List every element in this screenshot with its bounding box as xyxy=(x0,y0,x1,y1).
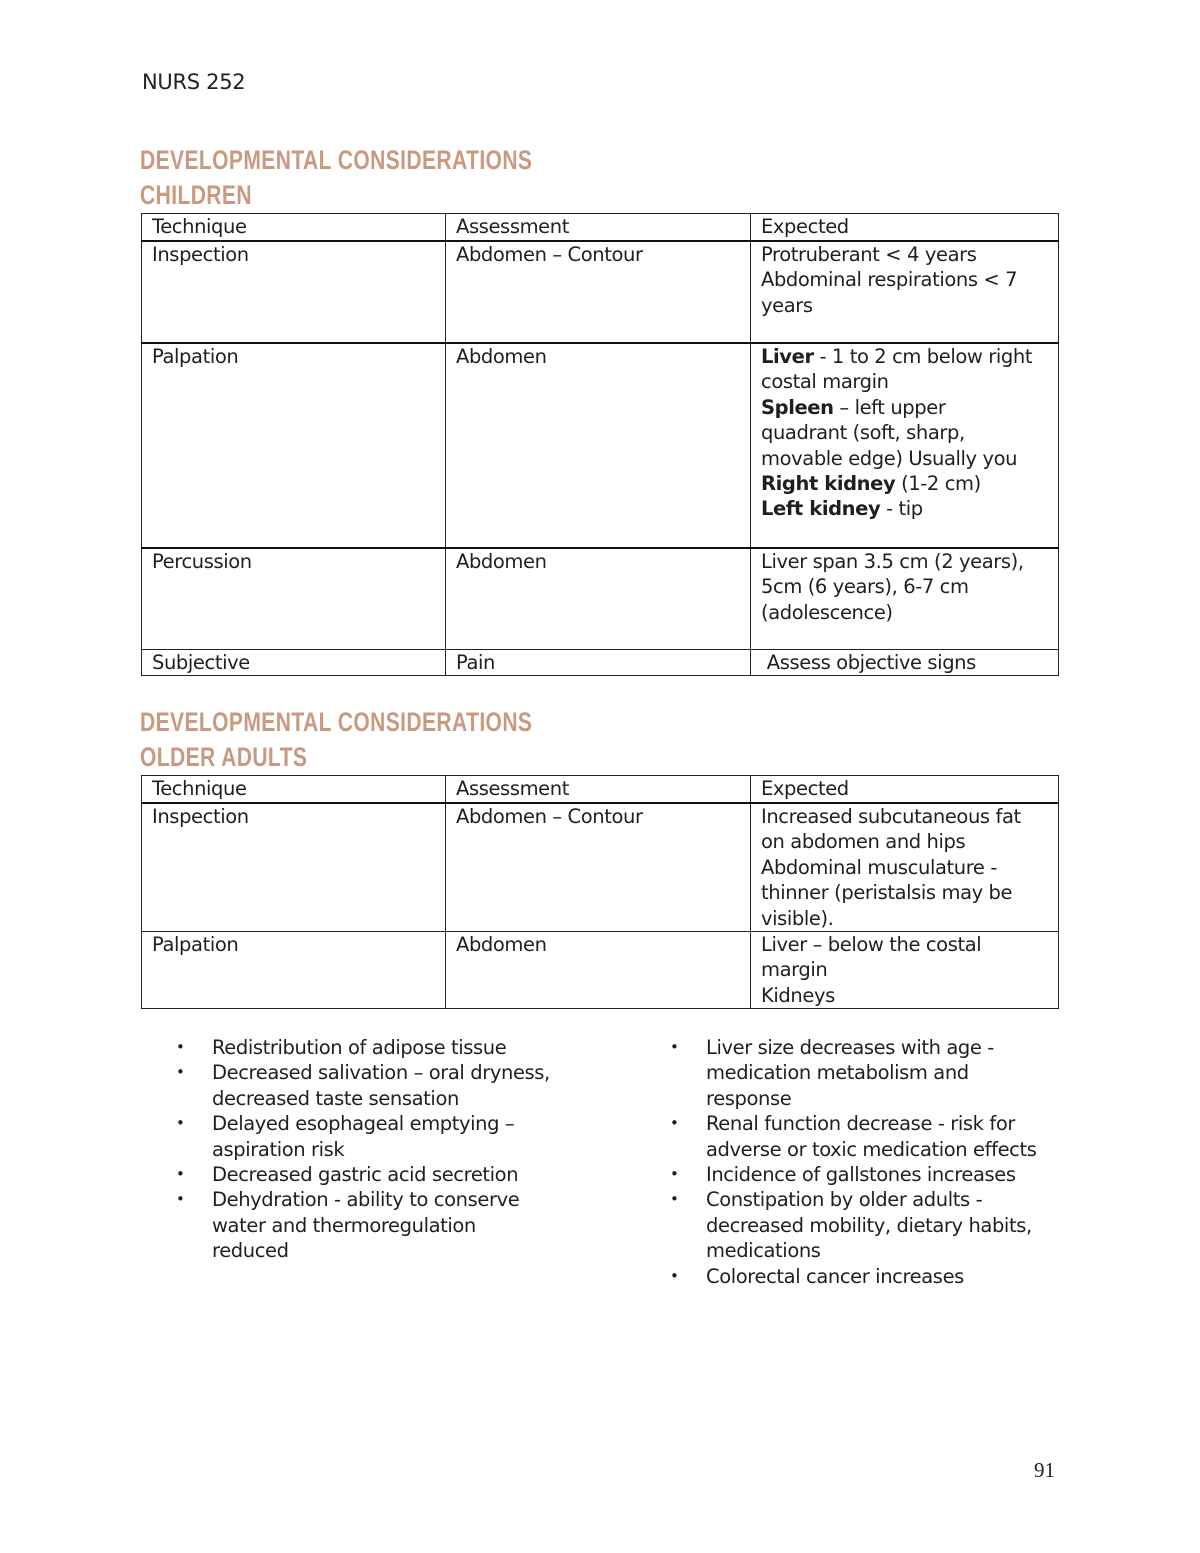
expected-line: Abdominal respirations < 7 xyxy=(761,268,1018,292)
list-item xyxy=(670,1162,1070,1187)
left-kidney-label: Left kidney xyxy=(761,497,881,521)
list-item xyxy=(176,1060,576,1111)
expected-line: margin xyxy=(761,958,828,982)
children-table xyxy=(141,213,1059,676)
column-header: Expected xyxy=(751,776,1059,804)
expected-line: costal margin xyxy=(761,370,889,394)
spleen-label: Spleen xyxy=(761,395,834,419)
list-item-line: • Dehydration - ability to conserve xyxy=(212,1188,520,1212)
list-item-line: adverse or toxic medication effects xyxy=(706,1137,1037,1161)
list-item-line: water and thermoregulation xyxy=(212,1213,476,1237)
expected-line xyxy=(761,344,1050,369)
older-adults-table xyxy=(141,775,1059,1009)
section-subtitle-line: OLDER ADULTS xyxy=(140,742,308,772)
list-item-line: • Renal function decrease - risk for xyxy=(706,1112,1015,1136)
list-item-line: • Constipation by older adults - xyxy=(706,1188,983,1212)
right-kidney-text: (1-2 cm) xyxy=(895,472,981,496)
expected-line: movable edge) Usually you xyxy=(761,446,1018,470)
list-item-line: • Delayed esophageal emptying – xyxy=(212,1112,515,1136)
assessment-cell: Abdomen xyxy=(446,548,751,650)
page-number: 91 xyxy=(1034,1458,1055,1482)
list-item xyxy=(670,1187,1070,1263)
liver-text: - 1 to 2 cm below right xyxy=(813,345,1033,368)
list-item-line: • Decreased gastric acid secretion xyxy=(212,1163,519,1187)
expected-line: Increased subcutaneous fat xyxy=(761,805,1021,828)
expected-line: (adolescence) xyxy=(761,600,893,624)
list-item-line: • Liver size decreases with age - xyxy=(706,1036,994,1059)
table-row xyxy=(142,548,1059,650)
list-item-line: decreased mobility, dietary habits, xyxy=(706,1213,1032,1237)
expected-cell xyxy=(751,241,1059,343)
table-row xyxy=(142,343,1059,548)
technique-cell: Palpation xyxy=(142,932,446,1009)
bullet-list-right xyxy=(670,1035,1070,1289)
list-item xyxy=(176,1111,576,1162)
table-row xyxy=(142,803,1059,932)
list-item-line: reduced xyxy=(212,1239,289,1263)
list-item-line: • Decreased salivation – oral dryness, xyxy=(212,1061,550,1085)
list-item xyxy=(670,1035,1070,1111)
left-kidney-text: - tip xyxy=(880,497,923,521)
column-header: Assessment xyxy=(446,214,751,242)
list-item-line: • Incidence of gallstones increases xyxy=(706,1163,1016,1187)
table-header-row xyxy=(142,214,1059,242)
expected-line xyxy=(761,471,1050,496)
table-header-row xyxy=(142,776,1059,804)
assessment-cell: Pain xyxy=(446,650,751,676)
technique-cell: Inspection xyxy=(142,803,446,932)
expected-line: visible). xyxy=(761,906,834,930)
expected-line: 5cm (6 years), 6-7 cm xyxy=(761,575,969,599)
table-row xyxy=(142,650,1059,676)
expected-line xyxy=(761,496,1050,521)
list-item xyxy=(176,1035,576,1060)
expected-cell xyxy=(751,932,1059,1009)
course-header: NURS 252 xyxy=(142,70,246,94)
section-title-line: DEVELOPMENTAL CONSIDERATIONS xyxy=(140,145,533,175)
column-header: Technique xyxy=(142,776,446,804)
assessment-cell: Abdomen xyxy=(446,343,751,548)
expected-cell xyxy=(751,343,1059,548)
column-header: Expected xyxy=(751,214,1059,242)
list-item xyxy=(670,1264,1070,1289)
list-item-line: decreased taste sensation xyxy=(212,1086,459,1110)
expected-line: Liver span 3.5 cm (2 years), xyxy=(761,550,1024,573)
expected-line: thinner (peristalsis may be xyxy=(761,881,1013,905)
expected-cell xyxy=(751,803,1059,932)
section-subtitle-line: CHILDREN xyxy=(140,180,252,210)
expected-line xyxy=(761,395,1050,420)
expected-line: Abdominal musculature - xyxy=(761,855,997,879)
expected-cell: Assess objective signs xyxy=(751,650,1059,676)
assessment-cell: Abdomen – Contour xyxy=(446,803,751,932)
list-item xyxy=(670,1111,1070,1162)
technique-cell: Inspection xyxy=(142,241,446,343)
expected-cell xyxy=(751,548,1059,650)
expected-line: years xyxy=(761,293,813,317)
technique-cell: Subjective xyxy=(142,650,446,676)
list-item-line: aspiration risk xyxy=(212,1137,345,1161)
technique-cell: Palpation xyxy=(142,343,446,548)
expected-line: Liver – below the costal xyxy=(761,933,982,957)
column-header: Assessment xyxy=(446,776,751,804)
list-item-line: • Colorectal cancer increases xyxy=(706,1264,964,1288)
liver-label: Liver xyxy=(761,345,814,368)
assessment-cell: Abdomen – Contour xyxy=(446,241,751,343)
technique-cell: Percussion xyxy=(142,548,446,650)
expected-line: Protruberant < 4 years xyxy=(761,243,977,266)
assessment-cell: Abdomen xyxy=(446,932,751,1009)
expected-line: Kidneys xyxy=(761,983,835,1007)
table-row xyxy=(142,932,1059,1009)
spleen-text: – left upper xyxy=(833,395,946,419)
section-title-line: DEVELOPMENTAL CONSIDERATIONS xyxy=(140,707,533,737)
list-item-line: response xyxy=(706,1086,792,1110)
bullet-list-left xyxy=(176,1035,576,1264)
children-section-title xyxy=(140,143,532,213)
list-item xyxy=(176,1187,576,1263)
table-row xyxy=(142,241,1059,343)
expected-line: quadrant (soft, sharp, xyxy=(761,421,965,445)
expected-line: on abdomen and hips xyxy=(761,830,966,854)
list-item-line: medication metabolism and xyxy=(706,1061,969,1085)
list-item-line: medications xyxy=(706,1239,821,1263)
list-item-line: • Redistribution of adipose tissue xyxy=(212,1036,507,1059)
column-header: Technique xyxy=(142,214,446,242)
older-adults-section-title xyxy=(140,705,532,775)
right-kidney-label: Right kidney xyxy=(761,472,896,496)
list-item xyxy=(176,1162,576,1187)
